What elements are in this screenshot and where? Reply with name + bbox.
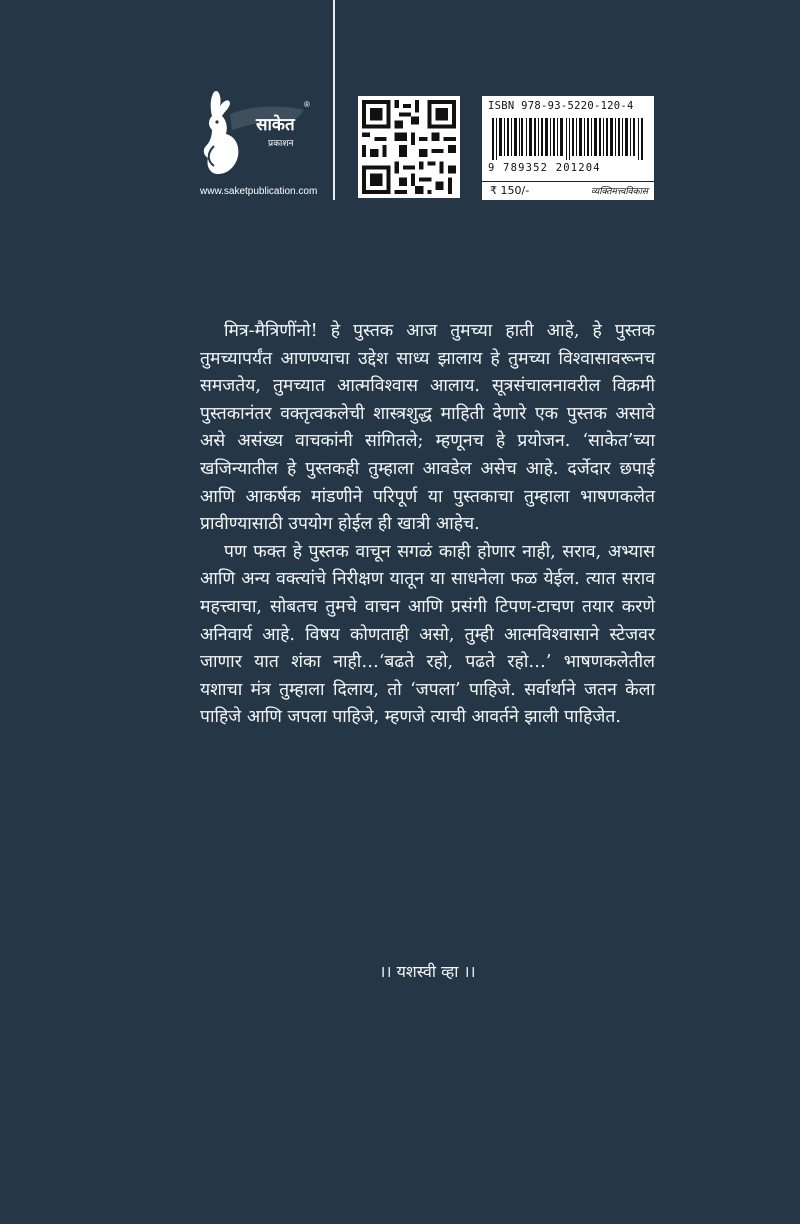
qr-code-icon[interactable] <box>358 96 460 198</box>
closing-line: ।। यशस्वी व्हा ।। <box>379 962 476 981</box>
publisher-website[interactable]: www.saketpublication.com <box>200 186 318 197</box>
isbn-label: ISBN 978-93-5220-120-4 <box>488 100 634 112</box>
category-label: व्यक्तिमत्त्वविकास <box>590 187 648 197</box>
isbn-divider <box>482 181 654 182</box>
publisher-logo <box>200 86 330 206</box>
isbn-barcode-box <box>482 96 654 200</box>
top-divider <box>333 0 335 200</box>
logo-subtitle: प्रकाशन <box>268 139 294 149</box>
blurb-paragraph-1: मित्र-मैत्रिणींनो! हे पुस्तक आज तुमच्या हाती आहे, हे पुस्तक तुमच्यापर्यंत आणण्याचा उद्देश साध्य झालाय हे तुमच्या विश्वासावरूनच समजतेय, तुमच्यात आत्मविश्वास आलाय. सूत्रसंचालनावरील विक्रमी पुस्तकानंतर वक्तृत्वकलेची शास्त्रशुद्ध माहिती देणारे एक पुस्तक असावे असे असंख्य वाचकांनी सांगितले; म्हणूनच हे प्रयोजन. ‘साकेत’च्या खजिन्यातील हे पुस्तकही तुम्हाला आवडेल असेच आहे. दर्जेदार छपाई आणि आकर्षक मांडणीने परिपूर्ण या पुस्तकाचा तुम्हाला भाषणकलेत प्रावीण्यासाठी उपयोग होईल ही खात्री आहेच. <box>200 321 655 535</box>
blurb-paragraph-2: पण फक्त हे पुस्तक वाचून सगळं काही होणार नाही, सराव, अभ्यास आणि अन्य वक्त्यांचे निरीक्षण यातून या साधनेला फळ येईल. त्यात सराव महत्त्वाचा, सोबतच तुमचे वाचन आणि प्रसंगी टिपण-टाचण तयार करणे अनिवार्य आहे. विषय कोणताही असो, तुम्ही आत्मविश्वासाने स्टेजवर जाणार यात शंका नाही…‘बढते रहो, पढते रहो…’ भाषणकलेतील यशाचा मंत्र तुम्हाला दिलाय, तो ‘जपला’ पाहिजे. सर्वार्थाने जतन केला पाहिजे आणि जपला पाहिजे, म्हणजे त्याची आवर्तने झाली पाहिजेत. <box>200 541 655 728</box>
logo-name: साकेत <box>256 115 295 135</box>
barcode-digits: 9 789352 201204 <box>488 162 601 174</box>
back-cover-blurb <box>200 318 655 732</box>
barcode-icon <box>490 118 646 160</box>
price-label: ₹ 150/- <box>490 184 530 197</box>
registered-mark: ® <box>304 100 310 109</box>
